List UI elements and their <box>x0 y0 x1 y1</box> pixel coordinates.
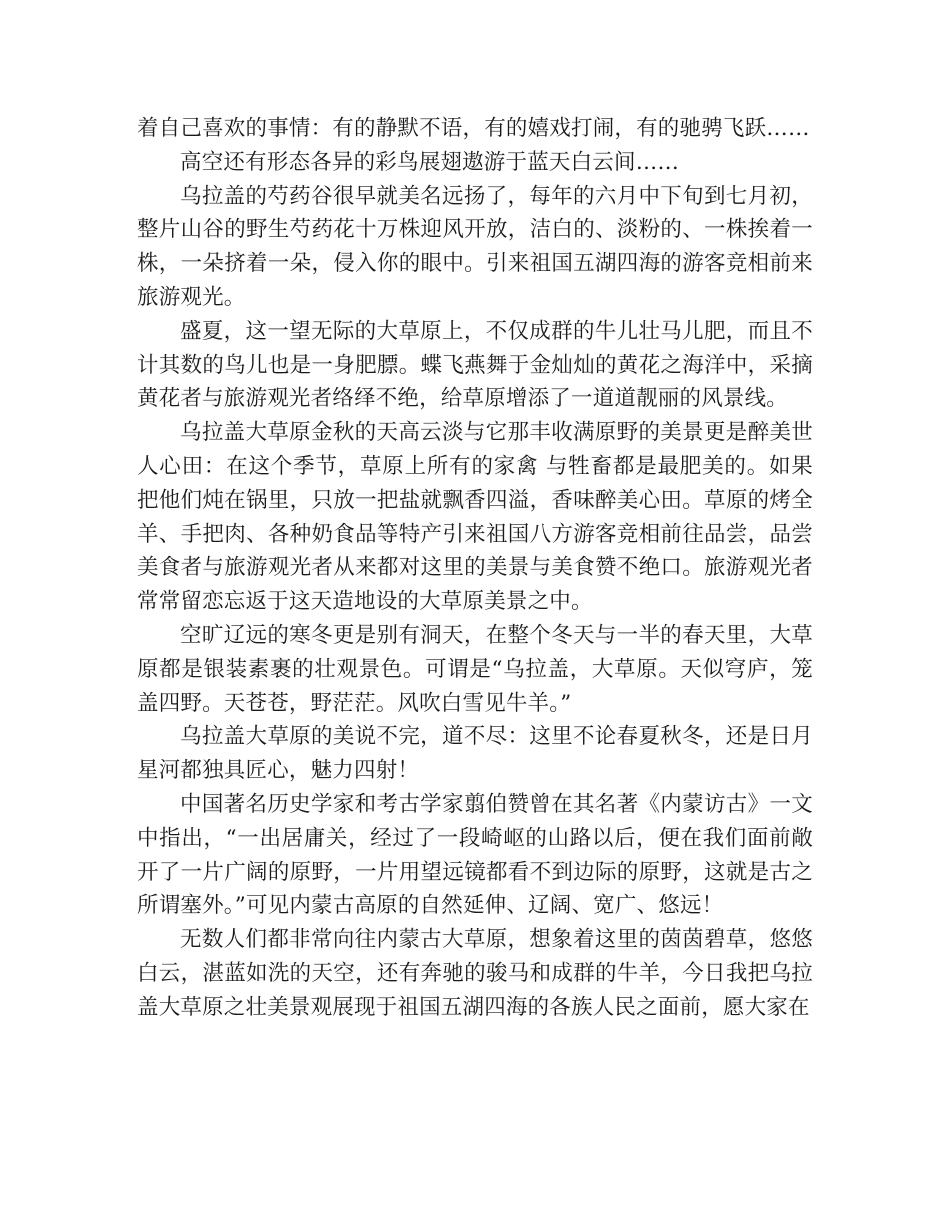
paragraph-summer: 盛夏，这一望无际的大草原上，不仅成群的牛儿壮马儿肥，而且不计其数的鸟儿也是一身肥膘。蝶飞燕舞于金灿灿的黄花之海洋中，采摘黄花者与旅游观光者络绎不绝，给草原增添了一道道靓丽的风景线。 <box>137 318 813 412</box>
paragraph-continued: 着自己喜欢的事情：有的静默不语，有的嬉戏打闹，有的驰骋飞跃…… <box>137 116 810 141</box>
paragraph-autumn: 乌拉盖大草原金秋的天高云淡与它那丰收满原野的美景更是醉美世人心田：在这个季节，草原上所有的家禽 与牲畜都是最肥美的。如果把他们炖在锅里，只放一把盐就飘香四溢，香味醉美心田。草原的烤全羊、手把肉、各种奶食品等特产引来祖国八方游客竞相前往品尝，品尝美食者与旅游观光者从来都对这里的美景与美食赞不绝口。旅游观光者常常留恋忘返于这天造地设的大草原美景之中。 <box>137 420 813 615</box>
paragraph-beauty: 乌拉盖大草原的美说不完，道不尽：这里不论春夏秋冬，还是日月星河都独具匠心，魅力四射！ <box>137 724 813 784</box>
document-body <box>137 112 813 1025</box>
paragraph-birds: 高空还有形态各异的彩鸟展翅遨游于蓝天白云间…… <box>180 149 680 175</box>
paragraph-longing: 无数人们都非常向往内蒙古大草原，想象着这里的茵茵碧草，悠悠白云，湛蓝如洗的天空，还有奔驰的骏马和成群的牛羊，今日我把乌拉盖大草原之壮美景观展现于祖国五湖四海的各族人民之面前，愿大家在 <box>137 927 813 1020</box>
paragraph-winter: 空旷辽远的寒冬更是别有洞天，在整个冬天与一半的春天里，大草原都是银装素裹的壮观景色。可谓是“乌拉盖，大草原。天似穹庐，笼盖四野。天苍苍，野茫茫。风吹白雪见牛羊。” <box>137 622 813 716</box>
paragraph-quote-historian: 中国著名历史学家和考古学家翦伯赞曾在其名著《内蒙访古》一文中指出，“一出居庸关，经过了一段崎岖的山路以后，便在我们面前敞开了一片广阔的原野，一片用望远镜都看不到边际的原野，这就是古之所谓塞外。”可见内蒙古高原的自然延伸、辽阔、宽广、悠远！ <box>137 791 813 919</box>
paragraph-peony-valley: 乌拉盖的芍药谷很早就美名远扬了，每年的六月中下旬到七月初，整片山谷的野生芍药花十万株迎风开放，洁白的、淡粉的、一株挨着一株，一朵挤着一朵，侵入你的眼中。引来祖国五湖四海的游客竞相前来旅游观光。 <box>137 183 813 310</box>
